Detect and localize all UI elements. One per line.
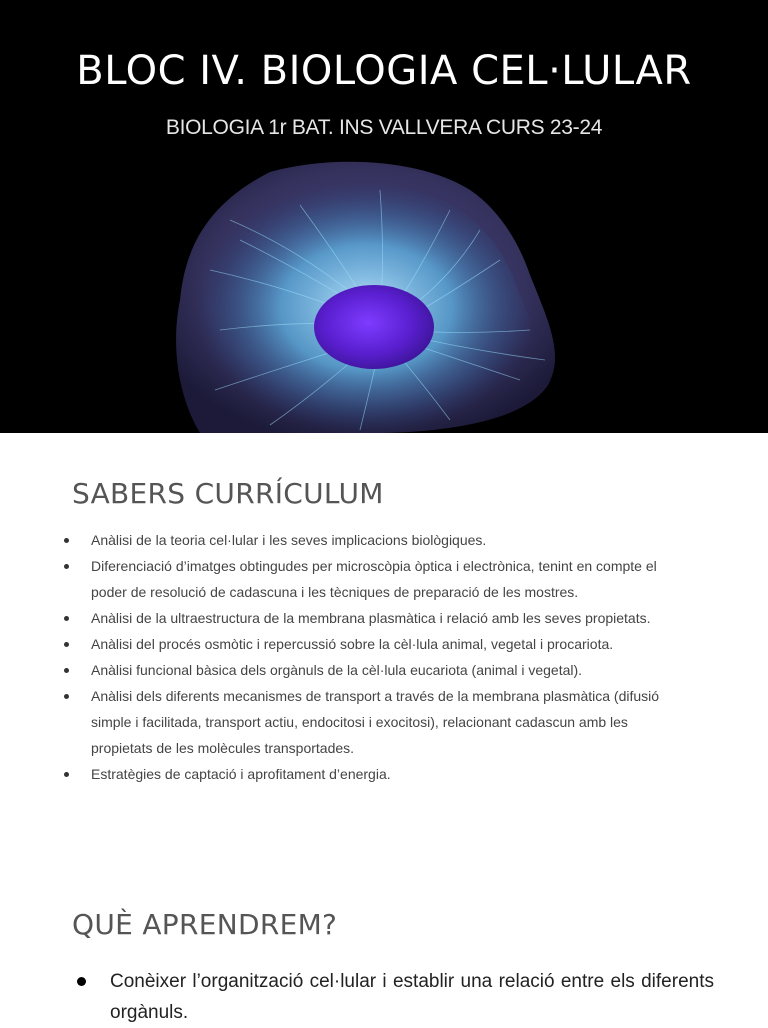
list-item-text: Estratègies de captació i aprofitament d’energia. bbox=[91, 766, 391, 782]
bullet-icon bbox=[64, 694, 69, 699]
list-item bbox=[62, 631, 692, 657]
section-heading-learn: QUÈ APRENDREM? bbox=[72, 908, 338, 941]
bullet-icon bbox=[64, 564, 69, 569]
fluorescent-cell-image bbox=[0, 150, 768, 433]
list-item bbox=[62, 553, 692, 605]
section-heading-sabers: SABERS CURRÍCULUM bbox=[72, 477, 384, 510]
learn-list bbox=[72, 966, 714, 1028]
bullet-icon bbox=[64, 538, 69, 543]
list-item-text: Anàlisi del procés osmòtic i repercussió sobre la cèl·lula animal, vegetal i procariota. bbox=[91, 636, 614, 652]
bullet-icon bbox=[64, 616, 69, 621]
bullet-icon bbox=[64, 668, 69, 673]
list-item bbox=[72, 966, 714, 1028]
page-title: BLOC IV. BIOLOGIA CEL·LULAR bbox=[76, 48, 692, 94]
list-item-text: Diferenciació d’imatges obtingudes per microscòpia òptica i electrònica, tenint en compte el poder de resolució de cadascuna i les tècniques de preparació de les mostres. bbox=[91, 558, 657, 600]
bullet-icon bbox=[64, 772, 69, 777]
list-item bbox=[62, 761, 692, 787]
bullet-icon bbox=[64, 642, 69, 647]
title-banner bbox=[0, 0, 768, 433]
list-item-text: Anàlisi de la teoria cel·lular i les seves implicacions biològiques. bbox=[91, 532, 487, 548]
list-item-text: Anàlisi funcional bàsica dels orgànuls de la cèl·lula eucariota (animal i vegetal). bbox=[91, 662, 583, 678]
cell-nucleus bbox=[314, 285, 434, 369]
page-subtitle: BIOLOGIA 1r BAT. INS VALLVERA CURS 23-24 bbox=[165, 116, 603, 139]
list-item bbox=[62, 657, 692, 683]
list-item-text: Anàlisi de la ultraestructura de la membrana plasmàtica i relació amb les seves propietats. bbox=[91, 610, 651, 626]
list-item bbox=[62, 527, 692, 553]
list-item bbox=[62, 683, 692, 761]
bullet-icon bbox=[77, 977, 86, 986]
list-item-text: Conèixer l’organització cel·lular i establir una relació entre els diferents orgànuls. bbox=[110, 971, 714, 1023]
list-item bbox=[62, 605, 692, 631]
sabers-list bbox=[62, 527, 692, 787]
list-item-text: Anàlisi dels diferents mecanismes de transport a través de la membrana plasmàtica (difusió simple i facilitada, transport actiu, endocitosi i exocitosi), relacionant cadascun amb les propietats de les molècules transportades. bbox=[91, 688, 660, 756]
